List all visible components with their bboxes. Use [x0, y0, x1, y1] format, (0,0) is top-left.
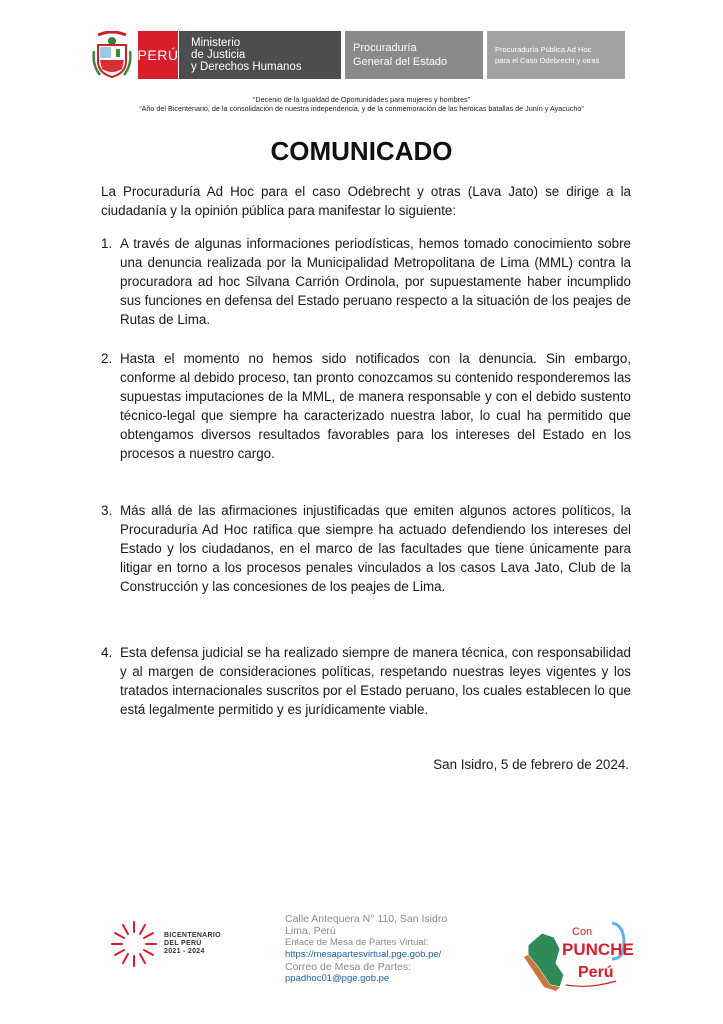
ppah-line: para el Caso Odebrecht y otras [495, 56, 600, 65]
ministry-line: Ministerio [191, 37, 241, 49]
peru-label: PERÚ [137, 47, 179, 63]
item-text: Esta defensa judicial se ha realizado siempre de manera técnica, con responsabilidad y al margen de consideraciones políticas, respetando nuestras leyes vigentes y los tratados internacionales suscritos por el Estado peruano, los cuales establecen lo que está legalmente permitido y es jurídicamente viable. [120, 645, 631, 717]
contact-info [285, 913, 447, 985]
pge-line: General del Estado [353, 56, 448, 68]
bicentenario-sun-icon [110, 920, 158, 968]
item-text: Hasta el momento no hemos sido notificados con la denuncia. Sin embargo, conforme al debido proceso, tan pronto conozcamos su contenido responderemos las supuestas imputaciones de la MML, de manera responsable y con el debido sustento técnico-legal que siempre ha caracterizado nuestra labor, lo cual ha permitido que obtengamos diversos resultados favorables para los intereses del Estado en los procesos a nuestro cargo. [120, 351, 631, 461]
document-title: COMUNICADO [270, 136, 453, 166]
bicentenario-line: 2021 - 2024 [164, 948, 205, 955]
motto-line: “Año del Bicentenario, de la consolidación de nuestra independencia, y de la conmemoración de las heroicas batallas de Junín y Ayacucho” [139, 104, 584, 113]
item-number: 1. [101, 236, 113, 251]
intro-paragraph: La Procuraduría Ad Hoc para el caso Odebrecht y otras (Lava Jato) se dirige a la ciudadanía y la opinión pública para manifestar lo siguiente: [101, 184, 631, 218]
footer [0, 910, 723, 1010]
header-banner [92, 31, 625, 79]
list-item [101, 234, 631, 329]
item-number: 2. [101, 351, 113, 366]
pge-line: Procuraduría [353, 42, 417, 54]
item-text: A través de algunas informaciones periodísticas, hemos tomado conocimiento sobre una denuncia realizada por la Municipalidad Metropolitana de Lima (MML) contra la procuradora ad hoc Silvana Carrión Ordinola, por supuestamente haber incumplido sus funciones en defensa del Estado peruano respecto a la situación de los peajes de Rutas de Lima. [120, 236, 631, 327]
address-line: Lima, Perú [285, 925, 336, 937]
correo-label: Correo de Mesa de Partes: [285, 961, 412, 973]
mesa-label: Enlace de Mesa de Partes Virtual: [285, 937, 429, 948]
con-punche-peru-logo [520, 915, 635, 1000]
punche-con: Con [572, 926, 593, 938]
document-date: San Isidro, 5 de febrero de 2024. [433, 757, 629, 772]
ministry-line: y Derechos Humanos [191, 61, 302, 73]
coat-of-arms-icon [92, 31, 132, 79]
item-text: Más allá de las afirmaciones injustificadas que emiten algunos actores políticos, la Procuraduría Ad Hoc ratifica que siempre ha actuado defendiendo los intereses del Estado y los ciudadanos, en el marco de las facultades que tiene únicamente para litigar en torno a los procesos penales vinculados a los casos Lava Jato, Club de la Construcción y las concesiones de los peajes de Lima. [120, 503, 631, 594]
ministry-block [178, 31, 341, 79]
punche-peru: Perú [578, 964, 614, 981]
correo-email-link[interactable]: ppadhoc01@pge.gob.pe [285, 973, 390, 984]
ministry-line: de Justicia [191, 49, 246, 61]
ppah-line: Procuraduría Pública Ad Hoc [495, 45, 592, 54]
bicentenario-line: DEL PERÚ [164, 940, 202, 947]
list-item [101, 501, 631, 596]
bicentenario-line: BICENTENARIO [164, 932, 221, 939]
address-line: Calle Antequera N° 110, San Isidro [285, 913, 448, 925]
list-item [101, 643, 631, 719]
punche-word: PUNCHE [562, 940, 634, 959]
bicentenario-logo [110, 920, 221, 968]
peru-brand-block [138, 31, 178, 79]
procuraduria-general-block [345, 31, 483, 79]
item-number: 4. [101, 645, 113, 660]
procuraduria-adhoc-block [487, 31, 625, 79]
mesa-url-link[interactable]: https://mesapartesvirtual.pge.gob.pe/ [285, 949, 442, 960]
list-item [101, 349, 631, 463]
peru-map-icon [520, 915, 635, 1000]
motto-line: “Decenio de la Igualdad de Oportunidades para mujeres y hombres” [253, 95, 470, 104]
item-number: 3. [101, 503, 113, 518]
mottos [0, 95, 723, 113]
